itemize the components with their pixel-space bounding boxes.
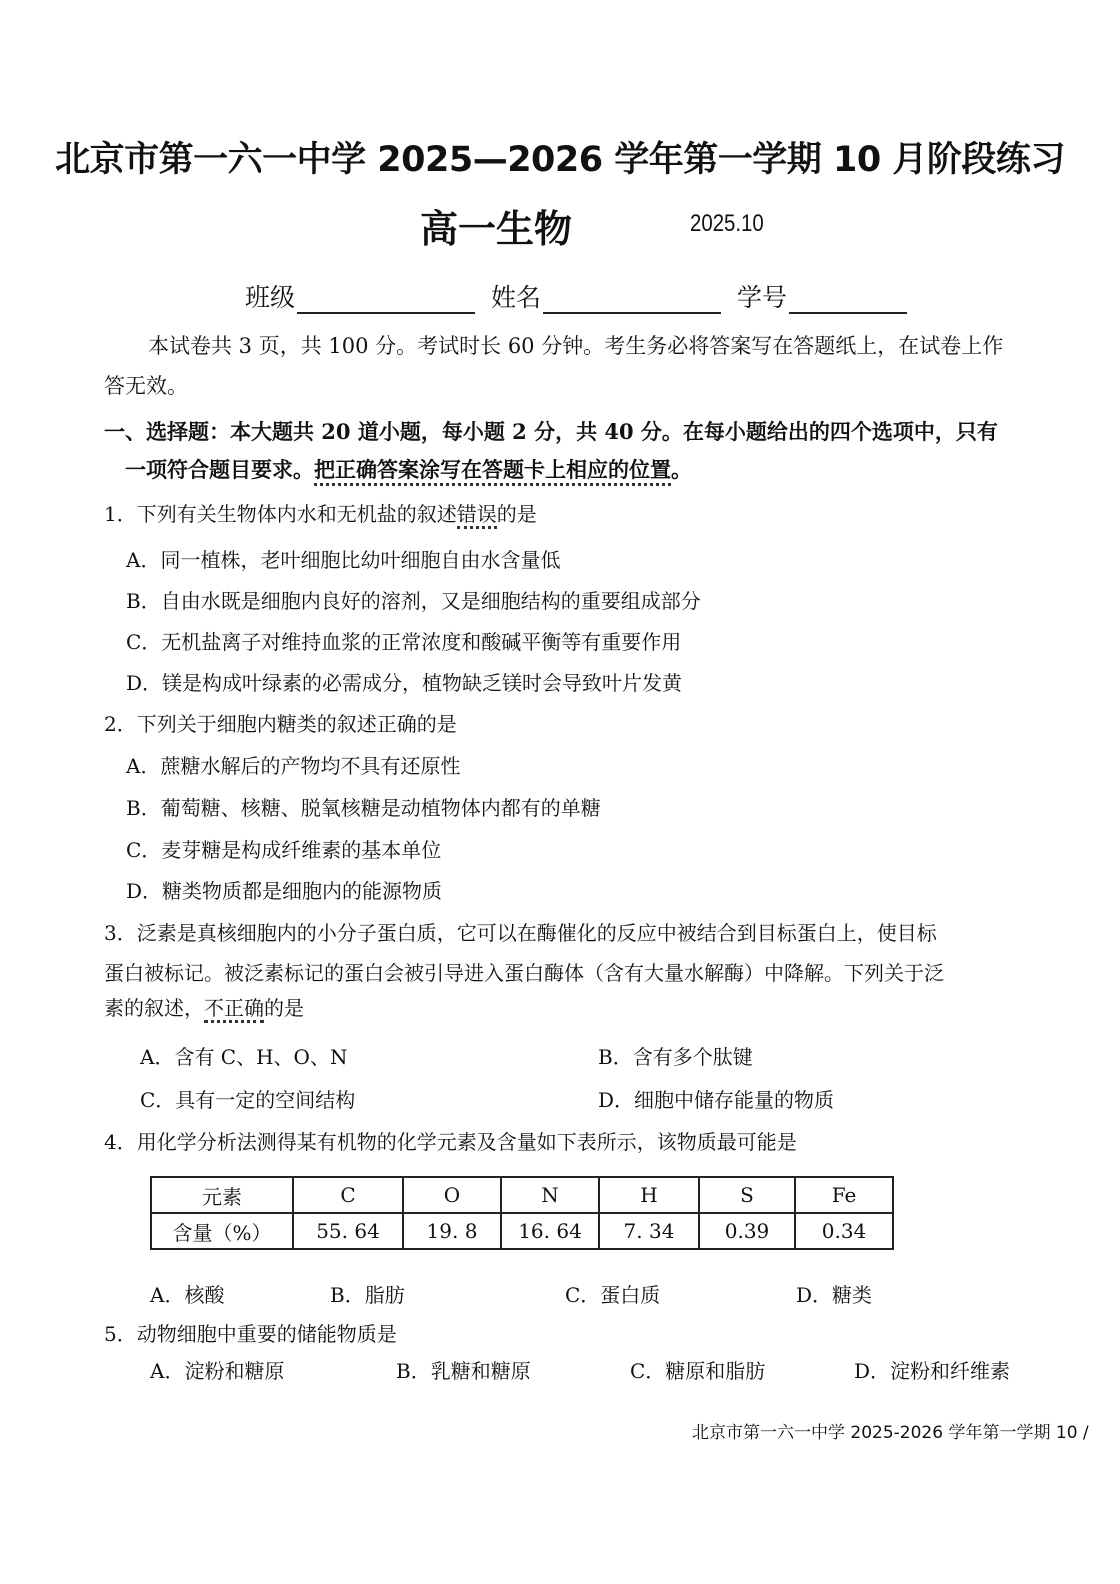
- element-content-table: [150, 1176, 894, 1250]
- table-cell: 7. 34: [599, 1213, 699, 1249]
- question-4-option-d: D．糖类: [796, 1283, 873, 1307]
- question-3-stem-text: 素的叙述，: [104, 996, 204, 1020]
- student-id-blank[interactable]: [789, 286, 907, 314]
- question-1-option-a: A．同一植株，老叶细胞比幼叶细胞自由水含量低: [126, 548, 561, 572]
- table-cell: H: [599, 1177, 699, 1213]
- table-cell: 19. 8: [403, 1213, 501, 1249]
- question-1-stem-end: 的是: [496, 502, 537, 526]
- exam-date: 2025.10: [690, 210, 764, 237]
- table-cell: 0.34: [795, 1213, 893, 1249]
- question-1-option-b: B．自由水既是细胞内良好的溶剂，又是细胞结构的重要组成部分: [126, 589, 701, 613]
- section-1-emphasis: 把正确答案涂写在答题卡上相应的位置: [314, 457, 671, 486]
- question-1-stem: [104, 494, 537, 534]
- table-cell: 0.39: [699, 1213, 795, 1249]
- question-4-option-b: B．脂肪: [330, 1283, 405, 1307]
- subject-title: 高一生物: [420, 207, 573, 251]
- section-1-period: 。: [671, 457, 692, 482]
- class-blank[interactable]: [297, 286, 475, 314]
- table-header-row: [151, 1177, 893, 1213]
- table-cell: 含量（%）: [151, 1213, 293, 1249]
- question-5-option-a: A．淀粉和糖原: [150, 1359, 285, 1383]
- instructions-line-1: 本试卷共 3 页，共 100 分。考试时长 60 分钟。考生务必将答案写在答题纸上，在试卷上作: [148, 334, 1004, 358]
- question-4-stem: 4．用化学分析法测得某有机物的化学元素及含量如下表所示，该物质最可能是: [104, 1130, 797, 1154]
- section-1-heading-line-2: [125, 450, 692, 490]
- question-3-stem-end: 的是: [264, 996, 304, 1020]
- question-3-stem-line-2: 蛋白被标记。被泛素标记的蛋白会被引导进入蛋白酶体（含有大量水解酶）中降解。下列关于泛: [104, 961, 944, 985]
- table-cell: O: [403, 1177, 501, 1213]
- question-2-option-a: A．蔗糖水解后的产物均不具有还原性: [126, 754, 461, 778]
- table-cell: C: [293, 1177, 403, 1213]
- question-1-emphasis: 错误: [457, 502, 497, 529]
- question-1-stem-text: 1．下列有关生物体内水和无机盐的叙述: [104, 502, 457, 526]
- question-3-stem-line-1: 3．泛素是真核细胞内的小分子蛋白质，它可以在酶催化的反应中被结合到目标蛋白上，使目标: [104, 921, 937, 945]
- question-5-option-d: D．淀粉和纤维素: [854, 1359, 1011, 1383]
- table-cell: 16. 64: [501, 1213, 599, 1249]
- table-row: [151, 1213, 893, 1249]
- name-blank[interactable]: [543, 286, 721, 314]
- question-1-option-d: D．镁是构成叶绿素的必需成分，植物缺乏镁时会导致叶片发黄: [126, 671, 683, 695]
- table-cell: N: [501, 1177, 599, 1213]
- question-3-option-c: C．具有一定的空间结构: [140, 1088, 356, 1112]
- question-2-option-c: C．麦芽糖是构成纤维素的基本单位: [126, 838, 442, 862]
- name-label: 姓名: [491, 283, 542, 312]
- question-3-option-d: D．细胞中储存能量的物质: [598, 1088, 835, 1112]
- question-3-emphasis: 不正确: [204, 996, 264, 1023]
- question-4-option-a: A．核酸: [150, 1283, 225, 1307]
- instructions-line-2: 答无效。: [104, 374, 188, 398]
- section-1-requirement: 一项符合题目要求。: [125, 457, 314, 482]
- page-footer: 北京市第一六一中学 2025-2026 学年第一学期 10 ∕: [692, 1423, 1089, 1443]
- question-4-option-c: C．蛋白质: [565, 1283, 661, 1307]
- table-cell: 元素: [151, 1177, 293, 1213]
- section-1-heading: 一、选择题：本大题共 20 道小题，每小题 2 分，共 40 分。在每小题给出的四个选项中，只有: [104, 419, 998, 444]
- question-2-stem: 2．下列关于细胞内糖类的叙述正确的是: [104, 712, 457, 736]
- question-3-option-b: B．含有多个肽键: [598, 1045, 753, 1069]
- exam-title: 北京市第一六一中学 2025—2026 学年第一学期 10 月阶段练习: [55, 140, 1065, 180]
- question-5-option-c: C．糖原和脂肪: [630, 1359, 766, 1383]
- table-cell: Fe: [795, 1177, 893, 1213]
- table-cell: 55. 64: [293, 1213, 403, 1249]
- question-2-option-b: B．葡萄糖、核糖、脱氧核糖是动植物体内都有的单糖: [126, 796, 601, 820]
- student-info-fields: [245, 278, 923, 314]
- question-5-option-b: B．乳糖和糖原: [396, 1359, 531, 1383]
- question-3-stem-line-3: [104, 988, 304, 1028]
- table-cell: S: [699, 1177, 795, 1213]
- question-3-option-a: A．含有 C、H、O、N: [140, 1045, 348, 1069]
- question-2-option-d: D．糖类物质都是细胞内的能源物质: [126, 879, 443, 903]
- question-5-stem: 5．动物细胞中重要的储能物质是: [104, 1322, 397, 1346]
- student-id-label: 学号: [737, 283, 788, 312]
- question-1-option-c: C．无机盐离子对维持血浆的正常浓度和酸碱平衡等有重要作用: [126, 630, 682, 654]
- class-label: 班级: [245, 283, 296, 312]
